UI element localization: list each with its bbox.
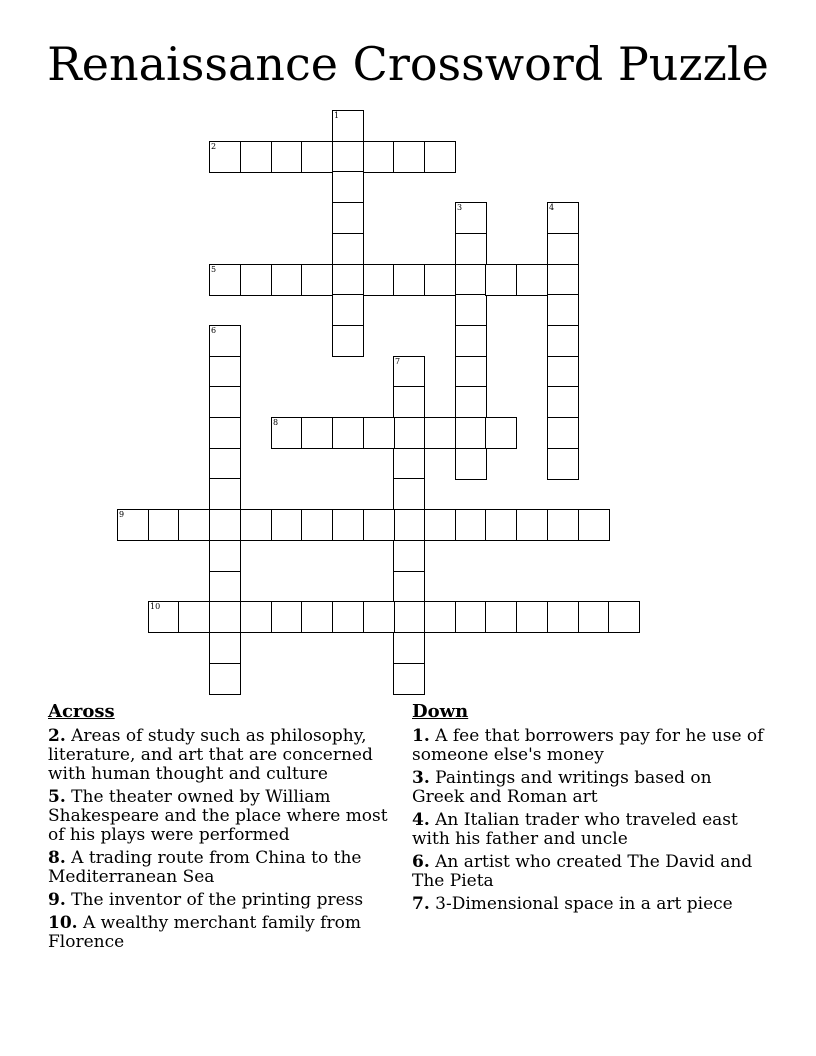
grid-cell[interactable] — [393, 478, 425, 510]
grid-cell[interactable] — [301, 141, 333, 173]
clue-text: 3-Dimensional space in a art piece — [435, 894, 733, 914]
clue-number: 7 — [395, 357, 401, 366]
clue-number: 9 — [119, 510, 125, 519]
grid-cell[interactable] — [393, 356, 425, 388]
clue-label: 6. — [412, 852, 430, 872]
grid-cell[interactable] — [578, 601, 610, 633]
across-clue — [48, 788, 400, 845]
grid-cell[interactable] — [148, 509, 180, 541]
clue-text: A fee that borrowers pay for he use of someone else's money — [412, 726, 764, 765]
clue-text: The inventor of the printing press — [71, 890, 364, 910]
grid-cell[interactable] — [178, 601, 210, 633]
grid-cell[interactable] — [363, 141, 395, 173]
clue-label: 3. — [412, 768, 430, 788]
across-clue — [48, 727, 400, 784]
grid-cell[interactable] — [209, 325, 241, 357]
clue-number: 1 — [334, 111, 340, 120]
grid-cell[interactable] — [332, 509, 364, 541]
grid-cell[interactable] — [332, 110, 364, 142]
down-clues — [412, 702, 764, 918]
grid-cell[interactable] — [547, 233, 579, 265]
grid-cell[interactable] — [516, 509, 548, 541]
grid-cell[interactable] — [332, 325, 364, 357]
grid-cell[interactable] — [547, 264, 579, 296]
grid-cell[interactable] — [301, 264, 333, 296]
grid-cell[interactable] — [424, 417, 456, 449]
grid-cell[interactable] — [455, 509, 487, 541]
grid-cell[interactable] — [240, 601, 272, 633]
clue-text: An Italian trader who traveled east with his father and uncle — [412, 810, 738, 849]
grid-cell[interactable] — [393, 386, 425, 418]
grid-cell[interactable] — [608, 601, 640, 633]
grid-cell[interactable] — [485, 509, 517, 541]
clue-number: 6 — [211, 326, 217, 335]
grid-cell[interactable] — [332, 233, 364, 265]
across-clue — [48, 914, 400, 952]
grid-cell[interactable] — [455, 294, 487, 326]
grid-cell[interactable] — [393, 509, 425, 541]
grid-cell[interactable] — [455, 601, 487, 633]
grid-cell[interactable] — [485, 601, 517, 633]
grid-cell[interactable] — [178, 509, 210, 541]
grid-cell[interactable] — [301, 417, 333, 449]
grid-cell[interactable] — [547, 386, 579, 418]
clue-text: Paintings and writings based on Greek and Roman art — [412, 768, 712, 807]
clue-label: 5. — [48, 787, 66, 807]
grid-cell[interactable] — [547, 448, 579, 480]
grid-cell[interactable] — [547, 356, 579, 388]
clue-label: 1. — [412, 726, 430, 746]
grid-cell[interactable] — [332, 202, 364, 234]
across-clue — [48, 891, 400, 910]
grid-cell[interactable] — [547, 601, 579, 633]
grid-cell[interactable] — [301, 509, 333, 541]
grid-cell[interactable] — [547, 202, 579, 234]
grid-cell[interactable] — [117, 509, 149, 541]
clue-text: An artist who created The David and The Pieta — [412, 852, 753, 891]
grid-cell[interactable] — [485, 264, 517, 296]
grid-cell[interactable] — [393, 448, 425, 480]
grid-cell[interactable] — [271, 509, 303, 541]
grid-cell[interactable] — [578, 509, 610, 541]
grid-cell[interactable] — [455, 386, 487, 418]
grid-cell[interactable] — [271, 141, 303, 173]
grid-cell[interactable] — [393, 571, 425, 603]
grid-cell[interactable] — [209, 417, 241, 449]
grid-cell[interactable] — [393, 632, 425, 664]
clue-label: 8. — [48, 848, 66, 868]
grid-cell[interactable] — [332, 141, 364, 173]
clue-number: 8 — [273, 418, 279, 427]
grid-cell[interactable] — [209, 571, 241, 603]
across-clue — [48, 849, 400, 887]
grid-cell[interactable] — [393, 264, 425, 296]
grid-cell[interactable] — [455, 325, 487, 357]
grid-cell[interactable] — [209, 386, 241, 418]
grid-cell[interactable] — [209, 632, 241, 664]
grid-cell[interactable] — [455, 264, 487, 296]
across-clues — [48, 702, 400, 956]
clue-label: 4. — [412, 810, 430, 830]
grid-cell[interactable] — [424, 509, 456, 541]
grid-cell[interactable] — [209, 264, 241, 296]
grid-cell[interactable] — [547, 294, 579, 326]
clue-number: 10 — [150, 602, 161, 611]
clue-label: 9. — [48, 890, 66, 910]
grid-cell[interactable] — [363, 264, 395, 296]
grid-cell[interactable] — [455, 233, 487, 265]
across-heading: Across — [48, 701, 115, 722]
clue-text: A trading route from China to the Mediterranean Sea — [48, 848, 362, 887]
grid-cell[interactable] — [240, 141, 272, 173]
grid-cell[interactable] — [547, 509, 579, 541]
clue-label: 10. — [48, 913, 78, 933]
grid-cell[interactable] — [424, 601, 456, 633]
clue-text: Areas of study such as philosophy, literature, and art that are concerned with human thought and culture — [48, 726, 373, 784]
clue-label: 2. — [48, 726, 66, 746]
grid-cell[interactable] — [209, 478, 241, 510]
grid-cell[interactable] — [455, 417, 487, 449]
grid-cell[interactable] — [332, 171, 364, 203]
grid-cell[interactable] — [485, 417, 517, 449]
down-clue — [412, 811, 764, 849]
grid-cell[interactable] — [393, 141, 425, 173]
grid-cell[interactable] — [393, 601, 425, 633]
grid-cell[interactable] — [363, 417, 395, 449]
grid-cell[interactable] — [209, 448, 241, 480]
grid-cell[interactable] — [271, 417, 303, 449]
clue-text: The theater owned by William Shakespeare and the place where most of his plays were performed — [48, 787, 388, 845]
grid-cell[interactable] — [209, 601, 241, 633]
down-clue — [412, 769, 764, 807]
grid-cell[interactable] — [271, 264, 303, 296]
grid-cell[interactable] — [455, 448, 487, 480]
grid-cell[interactable] — [393, 540, 425, 572]
clue-label: 7. — [412, 894, 430, 914]
grid-cell[interactable] — [209, 663, 241, 695]
down-clue — [412, 895, 764, 914]
grid-cell[interactable] — [393, 663, 425, 695]
clue-text: A wealthy merchant family from Florence — [48, 913, 361, 952]
grid-cell[interactable] — [209, 540, 241, 572]
grid-cell[interactable] — [516, 601, 548, 633]
clue-number: 5 — [211, 265, 217, 274]
grid-cell[interactable] — [240, 264, 272, 296]
grid-cell[interactable] — [363, 601, 395, 633]
grid-cell[interactable] — [547, 417, 579, 449]
page-title: Renaissance Crossword Puzzle — [47, 37, 769, 91]
down-clue — [412, 853, 764, 891]
grid-cell[interactable] — [424, 141, 456, 173]
grid-cell[interactable] — [547, 325, 579, 357]
grid-cell[interactable] — [393, 417, 425, 449]
grid-cell[interactable] — [209, 509, 241, 541]
grid-cell[interactable] — [209, 141, 241, 173]
grid-cell[interactable] — [332, 264, 364, 296]
grid-cell[interactable] — [516, 264, 548, 296]
grid-cell[interactable] — [271, 601, 303, 633]
down-heading: Down — [412, 701, 469, 722]
grid-cell[interactable] — [424, 264, 456, 296]
clue-number: 2 — [211, 142, 217, 151]
clue-number: 3 — [457, 203, 463, 212]
grid-cell[interactable] — [301, 601, 333, 633]
grid-cell[interactable] — [240, 509, 272, 541]
grid-cell[interactable] — [148, 601, 180, 633]
down-clue — [412, 727, 764, 765]
grid-cell[interactable] — [363, 509, 395, 541]
grid-cell[interactable] — [332, 417, 364, 449]
grid-cell[interactable] — [332, 601, 364, 633]
grid-cell[interactable] — [332, 294, 364, 326]
grid-cell[interactable] — [455, 202, 487, 234]
clue-number: 4 — [549, 203, 555, 212]
grid-cell[interactable] — [209, 356, 241, 388]
grid-cell[interactable] — [455, 356, 487, 388]
